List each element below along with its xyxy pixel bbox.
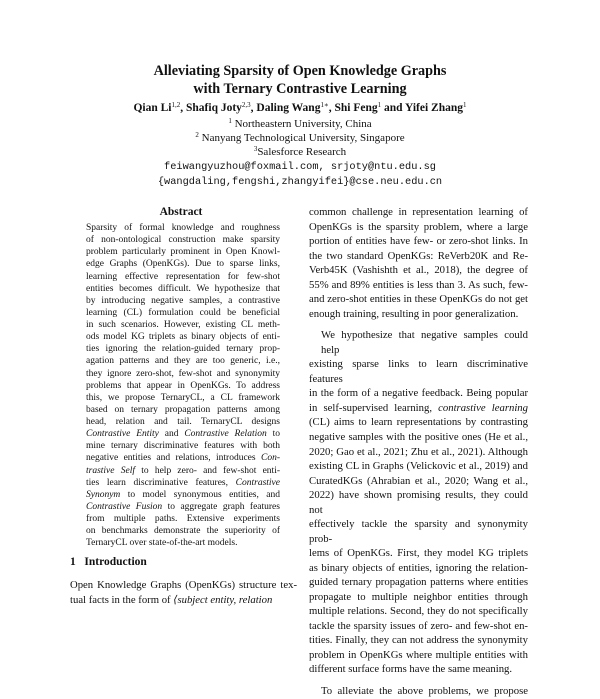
email-line: {wangdaling,fengshi,zhangyifei}@cse.neu.edu.cn (157, 175, 443, 188)
abstract-line: learning (CL) formulation could be beneficial (86, 307, 280, 318)
author-affil-mark: 1 (377, 101, 382, 109)
affiliation-text: Nanyang Technological University, Singapore (198, 132, 405, 144)
author-affil-mark: 2,3 (241, 101, 251, 109)
affiliation-text: Northeastern University, China (231, 118, 372, 130)
body-line: OpenKGs is the sparsity problem, where a large (309, 220, 528, 233)
abstract-line: this, we propose TernaryCL, a CL framework (86, 392, 280, 403)
body-line: problem in OpenKGs where multiple entities with (309, 648, 528, 661)
abstract-line: agation patterns and they are too generic, i.e., (86, 356, 280, 367)
body-line: multiple relations. Second, they do not specifically (309, 605, 528, 618)
author-name: Qian Li (133, 102, 172, 114)
author-separator: , (328, 102, 335, 114)
email-block (0, 160, 600, 189)
text-run: in self-supervised learning, (309, 401, 439, 414)
abstract-line: TernaryCL over state-of-the-art models. (86, 538, 238, 549)
body-line: portion of entities have few- or zero-shot links. In (309, 235, 528, 248)
author-name: Daling Wang (256, 102, 321, 114)
abstract-line: in such scenarios. However, existing CL meth- (86, 320, 280, 330)
affiliation-mark: 2 (195, 131, 199, 139)
italic-term: ⟨subject entity, relation (173, 593, 273, 606)
text-run: to model synonymous entities, and (120, 489, 280, 500)
body-line: common challenge in representation learning of (309, 206, 528, 218)
body-line: To alleviate the above problems, we propose (321, 685, 528, 697)
abstract-line (86, 477, 280, 489)
body-line: effectively tackle the sparsity and synonymity prob- (309, 518, 528, 545)
abstract-line: based on ternary propagation patterns among (86, 404, 280, 415)
body-line: tackle the sparsity issues of zero- and few-shot en- (309, 619, 528, 632)
abstract-body (86, 222, 280, 549)
author-separator: , (250, 102, 257, 114)
right-column-body (309, 205, 528, 699)
text-run: ties learn discriminative features, (86, 477, 236, 488)
introduction-body (70, 578, 297, 607)
author-separator: and (381, 102, 405, 114)
author-name: Shi Feng (334, 102, 378, 114)
body-line: different surface forms have the same meaning. (309, 663, 513, 676)
abstract-line: mine ternary discriminative features with both (86, 441, 280, 452)
body-line: CuratedKGs (Ahrabian et al., 2020; Wang et al., (309, 474, 528, 487)
italic-term: Contrastive Relation (184, 429, 267, 440)
italic-term: Contrastive Fusion (86, 501, 163, 512)
section-title: Introduction (84, 556, 147, 568)
affiliation-text: Salesforce Research (257, 146, 347, 158)
abstract-line: learning effective representation for few-shot (86, 271, 280, 282)
abstract-line: entities becomes difficult. We hypothesize that (86, 283, 280, 294)
body-line: Verb45K (Vashishth et al., 2018), the degree of (309, 264, 528, 277)
body-line: Open Knowledge Graphs (OpenKGs) structure tex- (70, 579, 297, 591)
abstract-line: of non-ontological construction make sparsity (86, 235, 280, 246)
abstract-line: by introducing negative samples, a contrastive (86, 295, 280, 306)
abstract-line (86, 465, 280, 477)
author-affil-mark: 1 (463, 101, 467, 109)
abstract-line (86, 501, 280, 513)
abstract-line (86, 428, 280, 440)
body-line: existing sparse links to learn discriminative features (309, 358, 528, 385)
abstract-line: on benchmarks demonstrate the superiority of (86, 526, 280, 537)
body-line: the two standard OpenKGs: ReVerb20K and Re- (309, 249, 528, 262)
body-line: 2020; Gao et al., 2021; Zhu et al., 2021). Although (309, 445, 528, 458)
section-number: 1 (70, 556, 76, 568)
italic-term: trastive Self (86, 465, 135, 476)
abstract-line: problem particularly prominent in Open Knowl- (86, 247, 280, 258)
affiliation-mark: 1 (228, 117, 232, 125)
affiliation-mark: 3 (253, 145, 258, 153)
author-affil-mark: 1,2 (171, 101, 181, 109)
author-affil-mark: 1∗ (320, 101, 329, 109)
body-line: 55% and 89% entities is less than 3. As such, few- (309, 278, 528, 291)
email-line: feiwangyuzhou@foxmail.com, srjoty@ntu.edu.sg (164, 161, 436, 173)
body-line: negative samples with the positive ones (He et al., (309, 430, 528, 443)
text-run: to help zero- and few-shot enti- (134, 465, 280, 476)
body-line: existing CL in Graphs (Velickovic et al., 2019) and (309, 460, 528, 473)
affiliation (0, 131, 600, 145)
body-line: tities. Finally, they can not address the synonymity (309, 634, 528, 647)
body-line: and zero-shot entities in these OpenKGs do not get (309, 293, 528, 306)
italic-term: Contrastive (235, 477, 280, 488)
body-line: We hypothesize that negative samples could help (321, 329, 528, 356)
abstract-line: ods model KG triplets as binary objects of enti- (86, 332, 280, 343)
affiliation-list (0, 117, 600, 159)
text-run: to (266, 429, 280, 440)
abstract-line (86, 489, 280, 501)
abstract-line: ties ignoring the relation-guided ternary prop- (86, 344, 280, 355)
abstract-line: problems that appear in OpenKGs. To address (86, 380, 280, 391)
text-run: to aggregate graph features (162, 501, 280, 512)
author-name: Shafiq Joty (186, 102, 242, 114)
text-run: tual facts in the form of (70, 593, 174, 606)
body-line (309, 401, 528, 416)
body-line: as binary objects of entities, ignoring the relation- (309, 561, 528, 574)
text-run: negative entities and relations, introduces (86, 453, 261, 464)
affiliation (0, 145, 600, 159)
abstract-line: from multiple paths. Extensive experiments (86, 514, 280, 524)
body-line: 2022) have shown promising results, they could not (309, 489, 528, 516)
italic-term: Contrastive Entity (86, 429, 159, 440)
author-list (0, 101, 600, 115)
title-line-1: Alleviating Sparsity of Open Knowledge Graphs (153, 63, 447, 79)
abstract-line: they ignore zero-shot, few-shot and synonymity (86, 368, 280, 379)
author-name: Yifei Zhang (404, 102, 464, 114)
body-line: (CL) aims to learn representations by contrasting (309, 416, 528, 429)
abstract-line (86, 452, 280, 464)
italic-term: Con- (261, 453, 280, 464)
paper-title (0, 62, 600, 98)
abstract-line: edge Graphs (OpenKGs). Due to sparse links, (86, 259, 280, 270)
abstract-line: Sparsity of formal knowledge and roughness (86, 223, 280, 233)
paragraph-gap (309, 677, 528, 684)
abstract-heading: Abstract (159, 206, 203, 218)
body-line: propagate to multiple neighbor entities through (309, 590, 528, 603)
body-line: in the form of a negative feedback. Being popular (309, 387, 528, 400)
body-line: lems of OpenKGs. First, they model KG triplets (309, 547, 528, 560)
italic-term: Synonym (86, 489, 121, 500)
author-separator: , (180, 102, 186, 114)
body-line: enough training, resulting in poor generalization. (309, 307, 519, 320)
body-line: guided ternary propagation patterns where entities (309, 576, 528, 589)
title-line-2: with Ternary Contrastive Learning (193, 81, 407, 97)
text-run: and (158, 429, 185, 440)
italic-term: contrastive learning (438, 401, 528, 414)
section-heading (70, 556, 147, 568)
abstract-line: head, relation and tail. TernaryCL designs (86, 417, 280, 427)
paragraph-gap (309, 321, 528, 328)
affiliation (0, 117, 600, 131)
